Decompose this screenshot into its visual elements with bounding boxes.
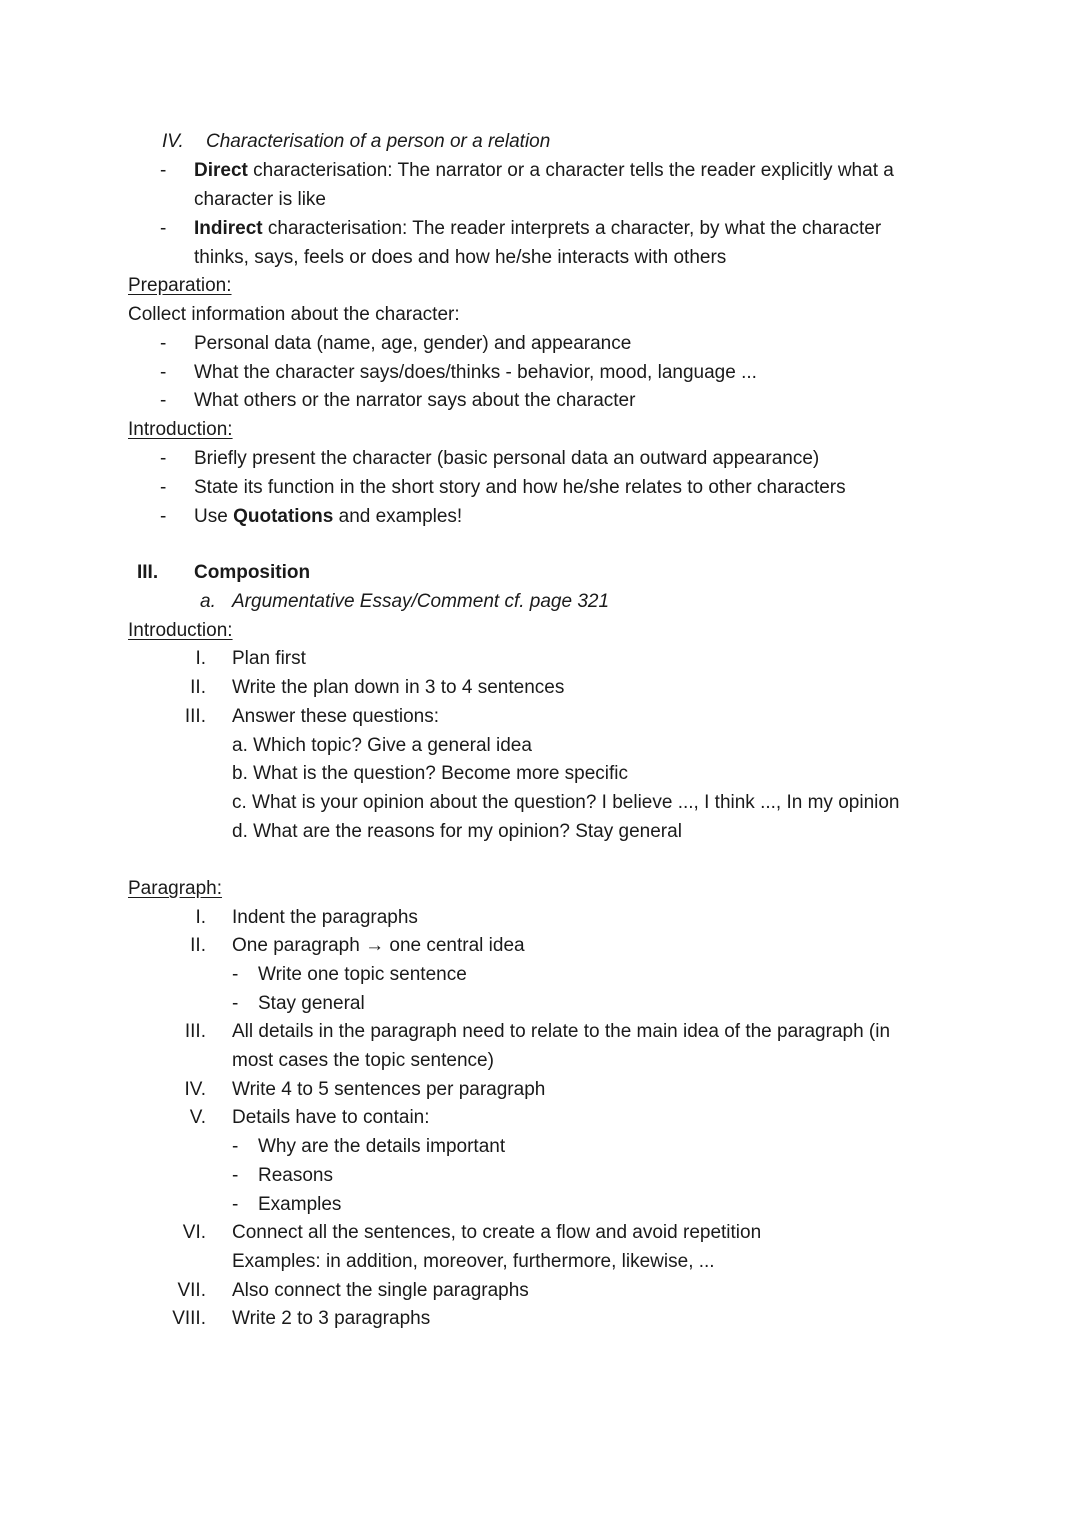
step-number: III. xyxy=(184,706,206,727)
step-text: Also connect the single paragraphs xyxy=(232,1280,529,1301)
step-number: I. xyxy=(195,907,206,928)
step-number: VII. xyxy=(177,1280,206,1301)
bullet-marker: - xyxy=(232,1136,239,1157)
step-text: Plan first xyxy=(232,648,306,669)
paragraph-heading: Paragraph: xyxy=(128,878,223,899)
step-text: All details in the paragraph need to relate to the main idea of the paragraph (in xyxy=(232,1021,891,1042)
step-text-cont: Examples: in addition, moreover, furthermore, likewise, ... xyxy=(232,1251,715,1272)
introduction-item: Briefly present the character (basic personal data an outward appearance) xyxy=(194,448,820,469)
bullet-marker: - xyxy=(160,333,167,354)
step-text: Write the plan down in 3 to 4 sentences xyxy=(232,677,565,698)
indirect-text: characterisation: The reader interprets a character, by what the character xyxy=(262,218,882,239)
sub-item: Reasons xyxy=(258,1165,333,1186)
step-number: II. xyxy=(190,935,206,956)
direct-cont: character is like xyxy=(194,189,326,210)
step-text: Details have to contain: xyxy=(232,1107,430,1128)
step-number: I. xyxy=(195,648,206,669)
sub-item: Stay general xyxy=(258,993,365,1014)
section-iv-title: Characterisation of a person or a relation xyxy=(206,131,551,152)
step-number: V. xyxy=(189,1107,206,1128)
indirect-characterisation xyxy=(194,217,881,241)
bullet-marker: - xyxy=(232,1165,239,1186)
sub-item: Examples xyxy=(258,1194,342,1215)
sub-item: Why are the details important xyxy=(258,1136,506,1157)
introduction-char-heading: Introduction: xyxy=(128,419,233,440)
direct-bold: Direct xyxy=(194,160,248,181)
step-number: VIII. xyxy=(172,1308,206,1329)
step-number: IV. xyxy=(184,1079,206,1100)
bullet-marker: - xyxy=(232,964,239,985)
section-iii-numeral: III. xyxy=(137,562,159,583)
quote-bold: Quotations xyxy=(233,506,334,527)
step-text: Indent the paragraphs xyxy=(232,907,418,928)
preparation-intro: Collect information about the character: xyxy=(128,304,460,325)
question-item: a. Which topic? Give a general idea xyxy=(232,735,532,756)
introduction-item: State its function in the short story and how he/she relates to other characters xyxy=(194,477,846,498)
indirect-cont: thinks, says, feels or does and how he/she interacts with others xyxy=(194,247,727,268)
step-text: Connect all the sentences, to create a flow and avoid repetition xyxy=(232,1222,762,1243)
step-text: One paragraph → one central idea xyxy=(232,935,525,956)
step-number: III. xyxy=(184,1021,206,1042)
direct-characterisation xyxy=(194,159,894,183)
preparation-item: What the character says/does/thinks - behavior, mood, language ... xyxy=(194,362,757,383)
bullet-marker: - xyxy=(160,362,167,383)
bullet-marker: - xyxy=(160,390,167,411)
bullet-marker: - xyxy=(160,506,167,527)
bullet-marker: - xyxy=(160,160,167,181)
step-text-cont: most cases the topic sentence) xyxy=(232,1050,494,1071)
preparation-heading: Preparation: xyxy=(128,275,232,296)
sub-item: Write one topic sentence xyxy=(258,964,467,985)
step-text: Write 4 to 5 sentences per paragraph xyxy=(232,1079,546,1100)
question-item: c. What is your opinion about the question? I believe ..., I think ..., In my opinion xyxy=(232,792,900,813)
introduction-comp-heading: Introduction: xyxy=(128,620,233,641)
question-item: d. What are the reasons for my opinion? Stay general xyxy=(232,821,682,842)
question-item: b. What is the question? Become more specific xyxy=(232,763,629,784)
bullet-marker: - xyxy=(160,448,167,469)
section-iii-sub-title: Argumentative Essay/Comment cf. page 321 xyxy=(232,591,610,612)
direct-text: characterisation: The narrator or a character tells the reader explicitly what a xyxy=(247,160,894,181)
step-text: Write 2 to 3 paragraphs xyxy=(232,1308,431,1329)
bullet-marker: - xyxy=(160,477,167,498)
preparation-item: What others or the narrator says about the character xyxy=(194,390,636,411)
step-number: VI. xyxy=(182,1222,206,1243)
step-text: Answer these questions: xyxy=(232,706,440,727)
step-number: II. xyxy=(190,677,206,698)
section-iii-title: Composition xyxy=(194,562,311,583)
quote-suffix: and examples! xyxy=(333,506,463,527)
bullet-marker: - xyxy=(232,993,239,1014)
bullet-marker: - xyxy=(232,1194,239,1215)
quote-prefix: Use xyxy=(194,506,234,527)
section-iv-numeral: IV. xyxy=(162,131,184,152)
section-iii-sub-marker: a. xyxy=(200,591,216,612)
bullet-marker: - xyxy=(160,218,167,239)
introduction-item-quotations xyxy=(194,505,462,529)
preparation-item: Personal data (name, age, gender) and appearance xyxy=(194,333,632,354)
indirect-bold: Indirect xyxy=(194,218,263,239)
